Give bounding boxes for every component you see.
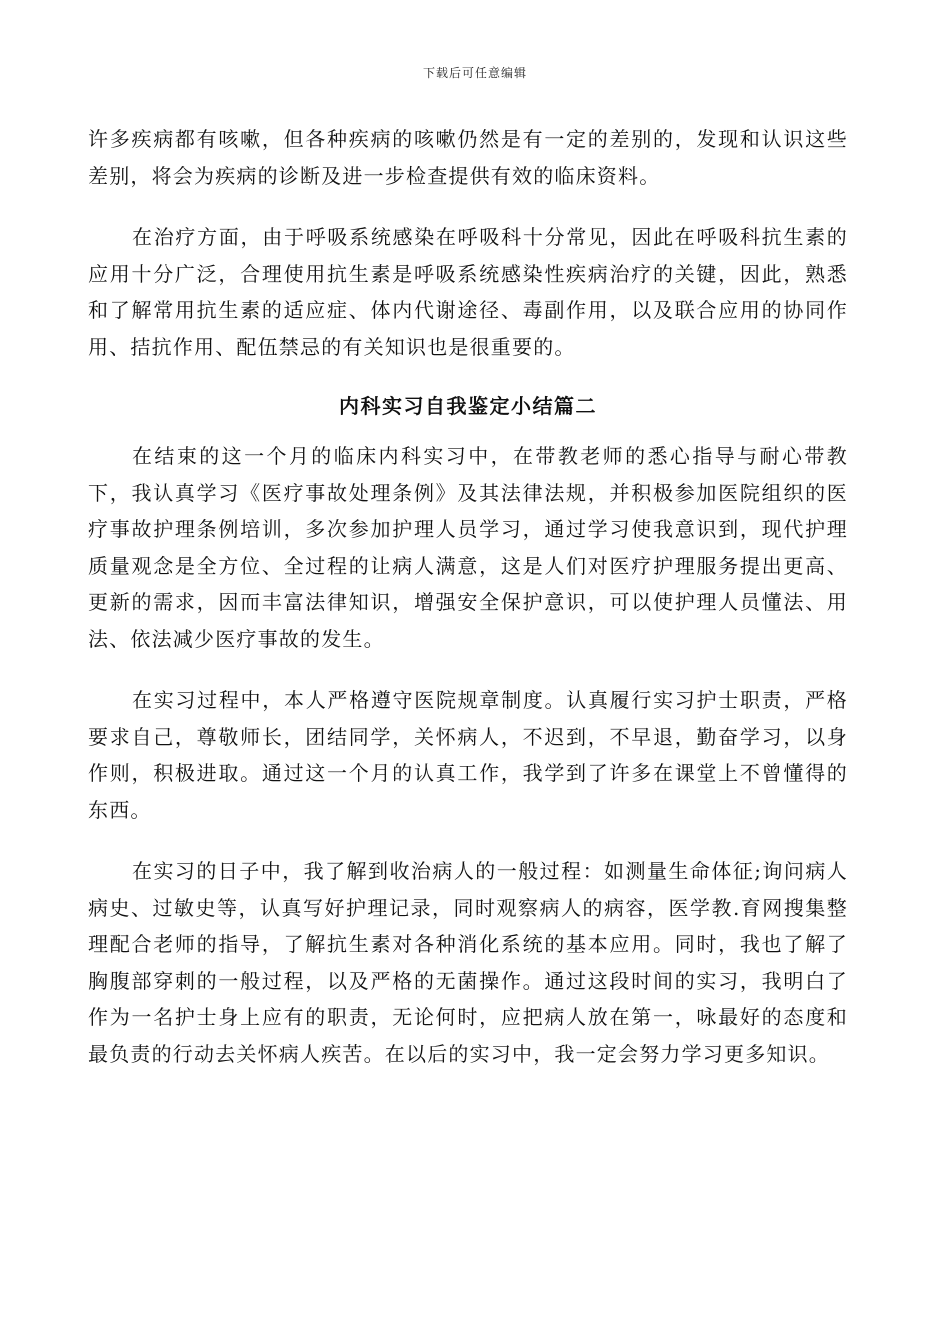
- paragraph-cough-differences: 许多疾病都有咳嗽，但各种疾病的咳嗽仍然是有一定的差别的，发现和认识这些差别，将会为疾病的诊断及进一步检查提供有效的临床资料。: [88, 127, 848, 188]
- paragraph-internship-learning: 在实习的日子中，我了解到收治病人的一般过程：如测量生命体征;询问病人病史、过敏史等，认真写好护理记录，同时观察病人的病容，医学教.育网搜集整理配合老师的指导，了解抗生素对各种消化系统的基本应用。同时，我也了解了胸腹部穿刺的一般过程，以及严格的无菌操作。通过这段时间的实习，我明白了作为一名护士身上应有的职责，无论何时，应把病人放在第一，咏最好的态度和最负责的行动去关怀病人疾苦。在以后的实习中，我一定会努力学习更多知识。: [88, 859, 848, 1066]
- document-body: [88, 121, 848, 1097]
- section-title: 内科实习自我鉴定小结篇二: [339, 394, 597, 418]
- paragraph-internship-conduct: 在实习过程中，本人严格遵守医院规章制度。认真履行实习护士职责，严格要求自己，尊敬师长，团结同学，关怀病人，不迟到，不早退，勤奋学习，以身作则，积极进取。通过这一个月的认真工作，我学到了许多在课堂上不曾懂得的东西。: [88, 688, 848, 822]
- paragraph-antibiotic-treatment: 在治疗方面，由于呼吸系统感染在呼吸科十分常见，因此在呼吸科抗生素的应用十分广泛，合理使用抗生素是呼吸系统感染性疾病治疗的关键，因此，熟悉和了解常用抗生素的适应症、体内代谢途径、毒副作用，以及联合应用的协同作用、拮抗作用、配伍禁忌的有关知识也是很重要的。: [88, 225, 848, 359]
- paragraph-internship-legal-study: 在结束的这一个月的临床内科实习中，在带教老师的悉心指导与耐心带教下，我认真学习《医疗事故处理条例》及其法律法规，并积极参加医院组织的医疗事故护理条例培训，多次参加护理人员学习，通过学习使我意识到，现代护理质量观念是全方位、全过程的让病人满意，这是人们对医疗护理服务提出更高、更新的需求，因而丰富法律知识，增强安全保护意识，可以使护理人员懂法、用法、依法减少医疗事故的发生。: [88, 444, 848, 651]
- download-note: 下载后可任意编辑: [422, 66, 527, 80]
